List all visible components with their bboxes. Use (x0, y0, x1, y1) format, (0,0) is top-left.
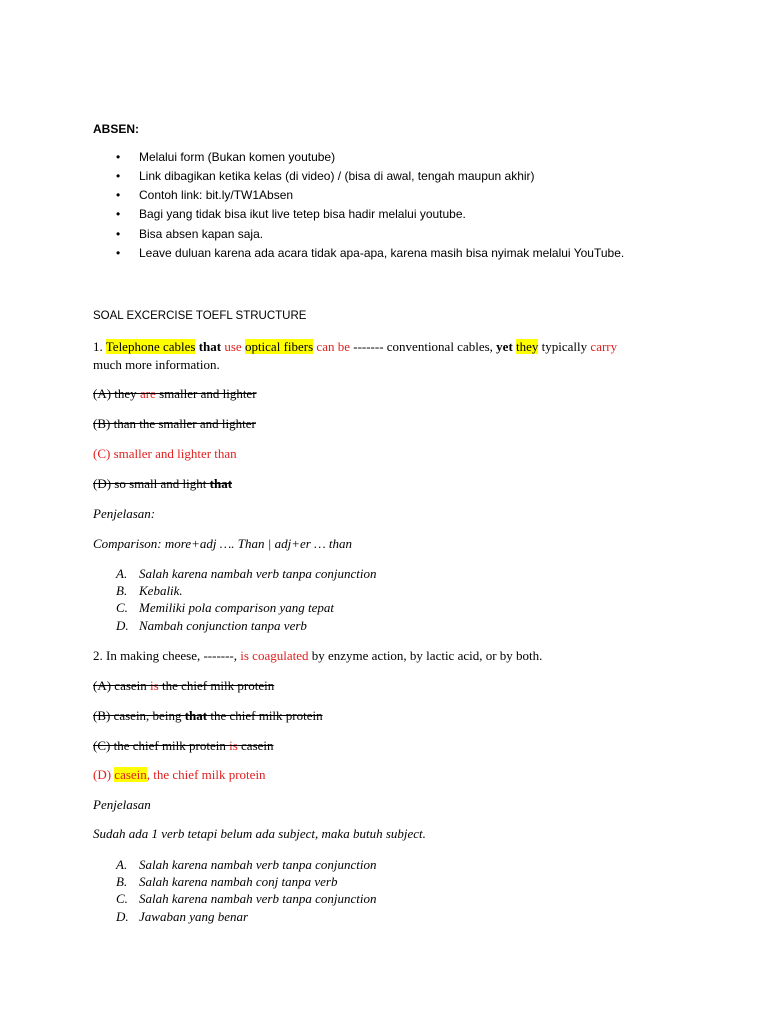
bullet-icon: • (116, 246, 121, 260)
highlight-they: they (516, 339, 539, 354)
option-text: (C) the chief milk protein (93, 738, 230, 753)
red-can-be: can be (316, 339, 350, 354)
q1-option-d (93, 476, 232, 492)
bullet-icon: • (116, 169, 121, 183)
option-text: (A) they (93, 386, 140, 401)
list-item-text: Bagi yang tidak bisa ikut live tetep bisa hadir melalui youtube. (139, 207, 466, 221)
list-item (0, 618, 768, 634)
option-text: (A) casein (93, 678, 151, 693)
list-item-text: Salah karena nambah verb tanpa conjunction (139, 566, 377, 581)
question-number: 1. (93, 339, 106, 354)
red-are: are (139, 386, 156, 401)
list-item-label: B. (116, 583, 128, 598)
list-item-text: Nambah conjunction tanpa verb (139, 618, 307, 633)
bullet-icon: • (116, 150, 121, 164)
q1-option-b: (B) than the smaller and lighter (93, 416, 256, 431)
list-item (0, 891, 768, 907)
red-is-coagulated: is coagulated (240, 648, 309, 663)
list-item (0, 857, 768, 873)
list-item (0, 874, 768, 890)
list-item-text: Jawaban yang benar (139, 909, 249, 924)
q1-option-c: (C) smaller and lighter than (93, 446, 237, 461)
question-text: by enzyme action, by lactic acid, or by both. (308, 648, 543, 663)
list-item-label: D. (116, 618, 129, 633)
q1-option-a (93, 386, 257, 402)
q1-explanation-rule: Comparison: more+adj …. Than | adj+er … than (93, 536, 352, 551)
list-item (0, 583, 768, 599)
option-text: the chief milk protein (158, 678, 275, 693)
bullet-icon: • (116, 227, 121, 241)
list-item (0, 207, 768, 223)
list-item-label: A. (116, 566, 128, 581)
list-item-label: C. (116, 600, 128, 615)
q2-option-d (93, 767, 266, 783)
bullet-icon: • (116, 207, 121, 221)
question-1-line-1 (93, 339, 617, 355)
list-item-text: Salah karena nambah conj tanpa verb (139, 874, 338, 889)
list-item-text: Salah karena nambah verb tanpa conjunction (139, 891, 377, 906)
section-title: SOAL EXCERCISE TOEFL STRUCTURE (93, 310, 307, 322)
bold-yet: yet (496, 339, 513, 354)
option-text: (D) so small and light (93, 476, 210, 491)
red-use: use (224, 339, 242, 354)
option-text: (D) (93, 767, 115, 782)
absen-heading: ABSEN: (93, 122, 140, 136)
option-text: , the chief milk protein (146, 767, 266, 782)
list-item-text: Contoh link: bit.ly/TW1Absen (139, 188, 294, 202)
option-text: (B) casein, being (93, 708, 185, 723)
q2-explanation-label: Penjelasan (93, 797, 151, 812)
question-text: 2. In making cheese, -------, (93, 648, 241, 663)
list-item-text: Melalui form (Bukan komen youtube) (139, 150, 336, 164)
list-item (0, 246, 768, 262)
list-item (0, 227, 768, 243)
red-is: is (229, 738, 238, 753)
bullet-icon: • (116, 188, 121, 202)
list-item-text: Kebalik. (139, 583, 183, 598)
bold-that: that (209, 476, 233, 491)
option-text: the chief milk protein (207, 708, 323, 723)
bold-that: that (198, 339, 222, 354)
question-2-line (93, 648, 542, 664)
question-text: typically (538, 339, 591, 354)
list-item (0, 566, 768, 582)
highlight-casein: casein (114, 767, 147, 782)
highlight-telephone-cables: Telephone cables (105, 339, 196, 354)
q2-option-c (93, 738, 274, 754)
highlight-optical-fibers: optical fibers (244, 339, 314, 354)
list-item-label: B. (116, 874, 128, 889)
list-item (0, 150, 768, 166)
list-item (0, 169, 768, 185)
list-item-text: Leave duluan karena ada acara tidak apa-apa, karena masih bisa nyimak melalui YouTube. (139, 246, 625, 260)
list-item-text: Memiliki pola comparison yang tepat (139, 600, 334, 615)
q2-option-b (93, 708, 323, 724)
q2-option-a (93, 678, 274, 694)
q2-explanation-rule: Sudah ada 1 verb tetapi belum ada subject, maka butuh subject. (93, 826, 426, 841)
question-text: ------- conventional cables, (349, 339, 497, 354)
q1-explanation-label: Penjelasan: (93, 506, 156, 521)
question-1-line-2: much more information. (93, 357, 220, 372)
list-item (0, 909, 768, 925)
list-item-label: C. (116, 891, 128, 906)
red-is: is (150, 678, 159, 693)
list-item-text: Link dibagikan ketika kelas (di video) / (bisa di awal, tengah maupun akhir) (139, 169, 535, 183)
bold-that: that (184, 708, 208, 723)
option-text: smaller and lighter (155, 386, 257, 401)
list-item-text: Bisa absen kapan saja. (139, 227, 264, 241)
list-item-label: A. (116, 857, 128, 872)
option-text: casein (237, 738, 274, 753)
list-item-label: D. (116, 909, 129, 924)
list-item-text: Salah karena nambah verb tanpa conjunction (139, 857, 377, 872)
list-item (0, 600, 768, 616)
red-carry: carry (590, 339, 618, 354)
list-item (0, 188, 768, 204)
